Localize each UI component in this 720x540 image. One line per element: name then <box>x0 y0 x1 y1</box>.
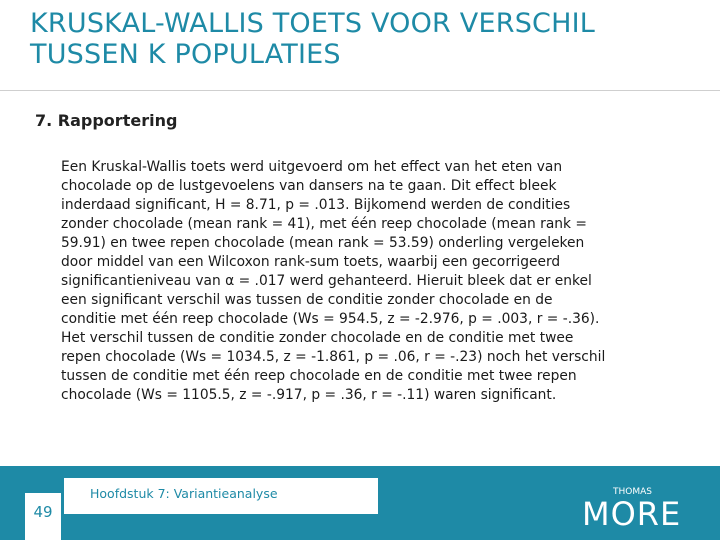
section-heading: 7. Rapportering <box>35 111 178 130</box>
footer-chapter-label: Hoofdstuk 7: Variantieanalyse <box>90 486 278 501</box>
title-divider <box>0 90 720 91</box>
slide-title: KRUSKAL-WALLIS TOETS VOOR VERSCHIL TUSSEN K POPULATIES <box>30 8 595 70</box>
body-paragraph: Een Kruskal-Wallis toets werd uitgevoerd om het effect van het eten van chocolade op de lustgevoelens van dansers na te gaan. Dit effect bleek inderdaad significant, H = 8.71, p = .013. Bijkomend werden de condities zonder chocolade (mean rank = 41), met één reep chocolade (mean rank = 59.91) en twee repen chocolade (mean rank = 53.59) onderling vergeleken door middel van een Wilcoxon rank-sum toets, waarbij een gecorrigeerd significantieniveau van α = .017 werd gehanteerd. Hieruit bleek dat er enkel een significant verschil was tussen de conditie zonder chocolade en de conditie met één reep chocolade (Ws = 954.5, z = -2.976, p = .003, r = -.36). Het verschil tussen de conditie zonder chocolade en de conditie met twee repen chocolade (Ws = 1034.5, z = -1.861, p = .06, r = -.23) noch het verschil tussen de conditie met één reep chocolade en de conditie met twee repen chocolade (Ws = 1105.5, z = -.917, p = .36, r = -.11) waren significant. <box>61 159 606 403</box>
logo-text-bottom: MORE <box>582 495 682 530</box>
thomas-more-logo-icon <box>580 482 690 530</box>
logo-text-top: THOMAS <box>613 487 652 497</box>
page-number-box <box>25 493 61 540</box>
page-number: 49 <box>33 503 53 521</box>
